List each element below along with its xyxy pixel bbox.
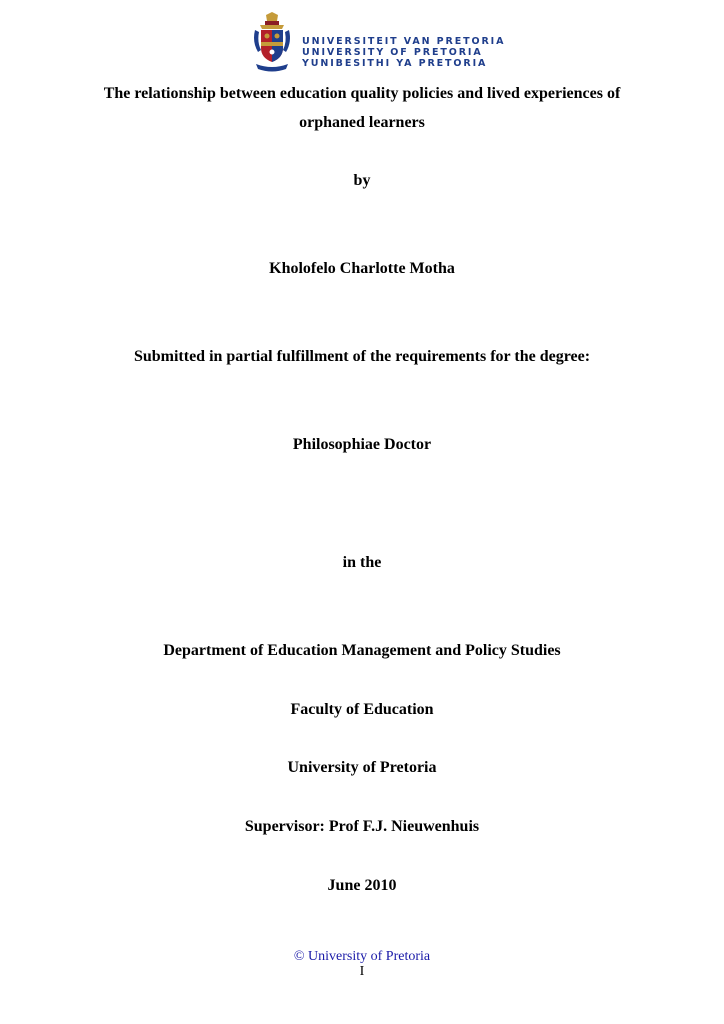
university-crest-icon [252, 12, 292, 72]
author-name: Kholofelo Charlotte Motha [269, 260, 455, 277]
submission-date: June 2010 [327, 877, 397, 894]
university-logo [252, 12, 506, 72]
logo-line-afrikaans: UNIVERSITEIT VAN PRETORIA [302, 36, 506, 47]
in-the-label: in the [342, 554, 382, 571]
university-name-logotype [302, 36, 505, 69]
logo-line-english: UNIVERSITY OF PRETORIA [302, 47, 483, 58]
thesis-title-line-2: orphaned learners [299, 114, 425, 131]
degree-name: Philosophiae Doctor [292, 436, 432, 453]
copyright-notice: © University of Pretoria [293, 949, 431, 964]
by-label: by [353, 172, 371, 189]
supervisor-line: Supervisor: Prof F.J. Nieuwenhuis [244, 818, 480, 835]
submission-statement: Submitted in partial fulfillment of the requirements for the degree: [133, 348, 591, 365]
department-name: Department of Education Management and Policy Studies [163, 642, 561, 659]
logo-line-sepedi: YUNIBESITHI YA PRETORIA [302, 58, 488, 69]
university-name: University of Pretoria [287, 759, 437, 776]
page-number: I [359, 964, 365, 979]
faculty-name: Faculty of Education [290, 701, 434, 718]
thesis-title-line-1: The relationship between education quality policies and lived experiences of [103, 85, 621, 102]
